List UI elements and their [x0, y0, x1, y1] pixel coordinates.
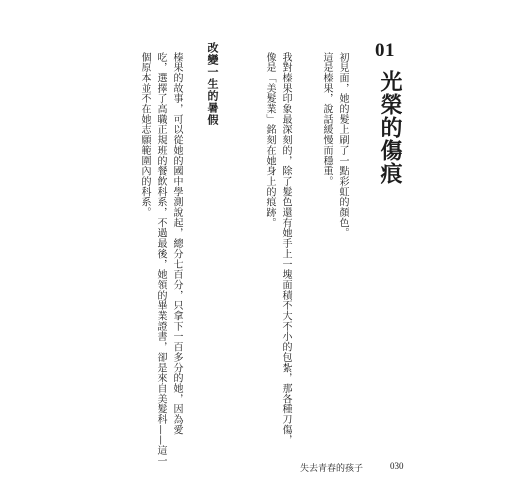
- section-heading: 改變一生的暑假: [206, 42, 219, 126]
- page-number: 030: [390, 461, 404, 471]
- section-paragraph-line-2: 吃，選擇了高職正規班的餐飲科系，不過最後，她領的畢業證書，卻是來自美髮科——這一: [155, 52, 166, 466]
- paragraph-1-line-2: 這是榛果，說話緩慢而穩重。: [321, 52, 332, 187]
- section-paragraph-line-3: 個原本並不在她志願範圍內的科系。: [139, 52, 150, 218]
- section-paragraph-line-1: 榛果的故事，可以從她的國中學測說起，總分七百分，只拿下一百多分的她，因為愛: [171, 52, 182, 435]
- paragraph-2-line-1: 我對榛果印象最深刻的，除了髮色還有她手上一塊面積不大不小的包紮，那各種刀傷，: [280, 52, 291, 446]
- paragraph-2-line-2: 像是「美髮業」銘刻在她身上的痕跡。: [264, 52, 275, 228]
- paragraph-1-line-1: 初見面，她的髮上刷了一點彩虹的顏色。: [337, 52, 348, 239]
- running-title: 失去青春的孩子: [300, 464, 364, 474]
- chapter-title: 光榮的傷痕: [377, 70, 403, 185]
- chapter-number: 01: [375, 40, 395, 61]
